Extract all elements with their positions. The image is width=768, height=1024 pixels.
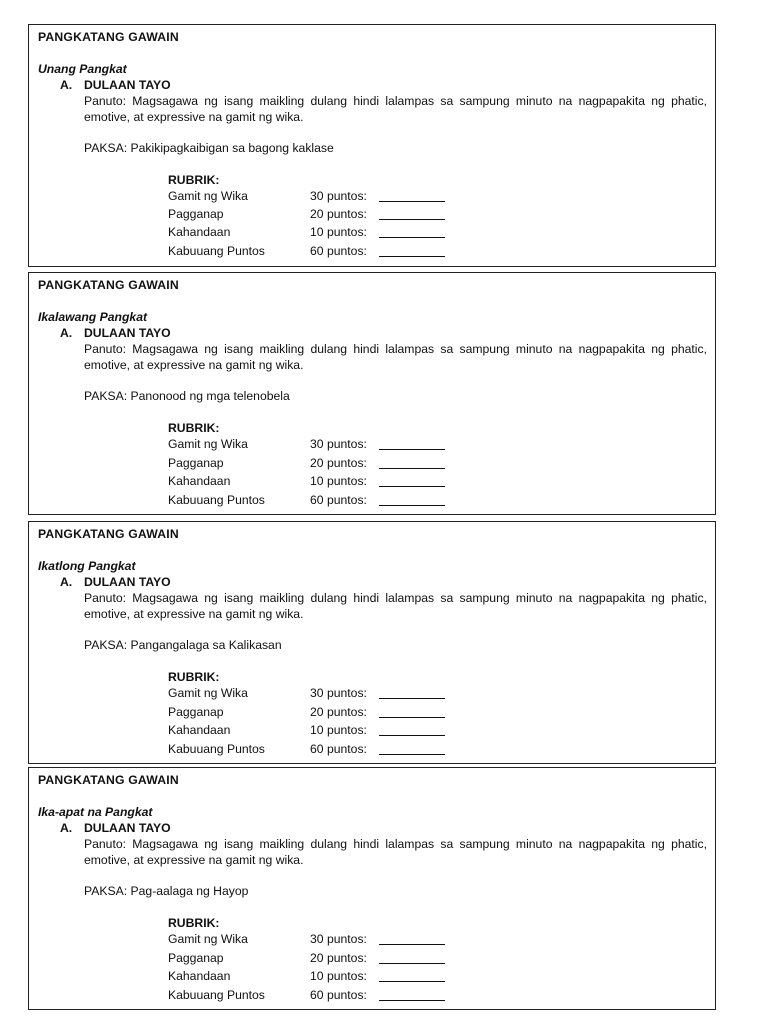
rubric-criterion: Kabuuang Puntos [168, 742, 265, 756]
group-name: Ikalawang Pangkat [38, 310, 148, 324]
directions-text: Panuto: Magsagawa ng isang maikling dulang hindi lalampas sa sampung minuto na nagpapakita ng phatic, emotive, at expressive na gamit ng wika. [84, 342, 707, 372]
rubric-points: 60 puntos: [310, 493, 367, 507]
rubric-points: 10 puntos: [310, 969, 367, 983]
rubric-title: RUBRIK: [168, 173, 220, 187]
item-title: DULAAN TAYO [84, 821, 171, 835]
item-letter: A. [60, 78, 73, 92]
item-letter: A. [60, 575, 73, 589]
card-heading: PANGKATANG GAWAIN [38, 773, 179, 787]
rubric-criterion: Kabuuang Puntos [168, 988, 265, 1002]
rubric-points: 30 puntos: [310, 189, 367, 203]
rubric-points: 20 puntos: [310, 951, 367, 965]
group-name: Unang Pangkat [38, 62, 127, 76]
rubric-criterion: Pagganap [168, 705, 224, 719]
rubric-points: 20 puntos: [310, 705, 367, 719]
activity-card-3 [28, 521, 716, 764]
rubric-criterion: Kahandaan [168, 225, 231, 239]
score-blank [379, 505, 445, 506]
score-blank [379, 717, 445, 718]
item-title: DULAAN TAYO [84, 575, 171, 589]
score-blank [379, 219, 445, 220]
score-blank [379, 237, 445, 238]
rubric-points: 60 puntos: [310, 244, 367, 258]
directions-text: Panuto: Magsagawa ng isang maikling dulang hindi lalampas sa sampung minuto na nagpapakita ng phatic, emotive, at expressive na gamit ng wika. [84, 837, 707, 867]
rubric-points: 10 puntos: [310, 474, 367, 488]
rubric-title: RUBRIK: [168, 421, 220, 435]
rubric-criterion: Kabuuang Puntos [168, 493, 265, 507]
rubric-criterion: Pagganap [168, 951, 224, 965]
directions-text: Panuto: Magsagawa ng isang maikling dulang hindi lalampas sa sampung minuto na nagpapakita ng phatic, emotive, at expressive na gamit ng wika. [84, 94, 707, 124]
topic-text: PAKSA: Panonood ng mga telenobela [84, 389, 290, 403]
rubric-points: 60 puntos: [310, 742, 367, 756]
activity-card-4 [28, 767, 716, 1010]
score-blank [379, 256, 445, 257]
topic-text: PAKSA: Pag-aalaga ng Hayop [84, 884, 249, 898]
rubric-points: 60 puntos: [310, 988, 367, 1002]
group-name: Ika-apat na Pangkat [38, 805, 153, 819]
item-title: DULAAN TAYO [84, 78, 171, 92]
score-blank [379, 735, 445, 736]
rubric-criterion: Kahandaan [168, 474, 231, 488]
rubric-criterion: Gamit ng Wika [168, 686, 248, 700]
rubric-criterion: Gamit ng Wika [168, 189, 248, 203]
topic-text: PAKSA: Pangangalaga sa Kalikasan [84, 638, 282, 652]
score-blank [379, 754, 445, 755]
score-blank [379, 201, 445, 202]
rubric-criterion: Pagganap [168, 207, 224, 221]
rubric-points: 20 puntos: [310, 456, 367, 470]
card-heading: PANGKATANG GAWAIN [38, 527, 179, 541]
score-blank [379, 449, 445, 450]
item-title: DULAAN TAYO [84, 326, 171, 340]
score-blank [379, 486, 445, 487]
rubric-points: 30 puntos: [310, 686, 367, 700]
activity-card-2 [28, 272, 716, 515]
score-blank [379, 698, 445, 699]
rubric-criterion: Kahandaan [168, 723, 231, 737]
rubric-criterion: Gamit ng Wika [168, 437, 248, 451]
score-blank [379, 963, 445, 964]
score-blank [379, 468, 445, 469]
activity-card-1 [28, 24, 716, 267]
group-name: Ikatlong Pangkat [38, 559, 136, 573]
rubric-points: 30 puntos: [310, 932, 367, 946]
item-letter: A. [60, 821, 73, 835]
card-heading: PANGKATANG GAWAIN [38, 30, 179, 44]
rubric-criterion: Kabuuang Puntos [168, 244, 265, 258]
rubric-points: 30 puntos: [310, 437, 367, 451]
topic-text: PAKSA: Pakikipagkaibigan sa bagong kaklase [84, 141, 334, 155]
rubric-criterion: Pagganap [168, 456, 224, 470]
card-heading: PANGKATANG GAWAIN [38, 278, 179, 292]
rubric-criterion: Gamit ng Wika [168, 932, 248, 946]
rubric-points: 20 puntos: [310, 207, 367, 221]
rubric-title: RUBRIK: [168, 670, 220, 684]
directions-text: Panuto: Magsagawa ng isang maikling dulang hindi lalampas sa sampung minuto na nagpapakita ng phatic, emotive, at expressive na gamit ng wika. [84, 591, 707, 621]
rubric-points: 10 puntos: [310, 225, 367, 239]
score-blank [379, 944, 445, 945]
score-blank [379, 981, 445, 982]
rubric-title: RUBRIK: [168, 916, 220, 930]
rubric-points: 10 puntos: [310, 723, 367, 737]
rubric-criterion: Kahandaan [168, 969, 231, 983]
item-letter: A. [60, 326, 73, 340]
score-blank [379, 1000, 445, 1001]
